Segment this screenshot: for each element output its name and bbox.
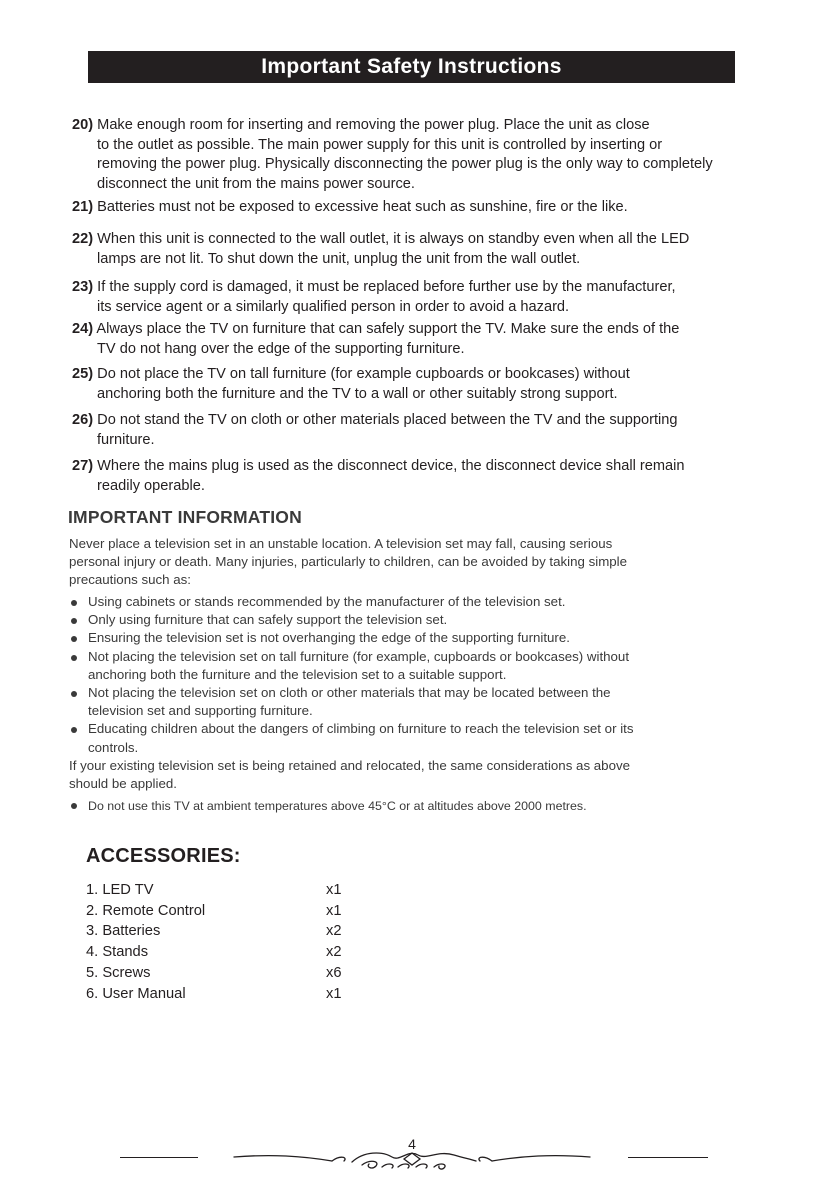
accessory-quantity: x2: [326, 944, 342, 961]
bullet-icon: [71, 636, 77, 642]
instruction-27: [72, 457, 762, 496]
bullet-icon: [71, 727, 77, 733]
list-item-text: Not placing the television set on cloth or other materials that may be located between the: [88, 685, 611, 701]
instruction-25: [72, 365, 762, 404]
list-item-text: Only using furniture that can safely support the television set.: [88, 612, 448, 628]
accessory-quantity: x6: [326, 964, 342, 981]
accessory-quantity: x1: [326, 985, 342, 1002]
bullet-icon: [71, 803, 77, 809]
table-row: [86, 880, 342, 901]
accessory-quantity: x1: [326, 902, 342, 919]
important-info-heading: IMPORTANT INFORMATION: [68, 507, 302, 527]
accessories-table: [86, 880, 342, 1004]
table-row: [86, 901, 342, 922]
bullet-icon: [71, 618, 77, 624]
instruction-number: 23): [72, 279, 94, 295]
bullet-icon: [71, 600, 77, 606]
instruction-number: 22): [72, 231, 94, 247]
accessory-name: 2. Remote Control: [86, 902, 206, 919]
instruction-text: Make enough room for inserting and removing the power plug. Place the unit as close: [97, 117, 650, 133]
instruction-text: Do not stand the TV on cloth or other materials placed between the TV and the supporting: [97, 412, 678, 428]
instruction-number: 26): [72, 412, 94, 428]
instruction-text: furniture.: [97, 431, 155, 448]
accessory-name: 5. Screws: [86, 964, 151, 981]
accessories-heading: ACCESSORIES:: [86, 845, 241, 867]
instruction-24: [72, 320, 762, 359]
instruction-text: Do not place the TV on tall furniture (for example cupboards or bookcases) without: [97, 366, 630, 382]
list-item-text: controls.: [88, 739, 139, 755]
accessory-name: 1. LED TV: [86, 882, 154, 898]
instruction-23: [72, 278, 762, 317]
table-row: [86, 963, 342, 984]
paragraph-line: If your existing television set is being retained and relocated, the same considerations as above: [69, 758, 631, 773]
temperature-note: [69, 797, 587, 815]
important-info-intro: [69, 535, 729, 590]
precautions-list: [69, 593, 729, 757]
paragraph-line: precautions such as:: [69, 572, 191, 588]
list-item: [69, 593, 729, 611]
table-row: [86, 984, 342, 1005]
list-item-text: television set and supporting furniture.: [88, 703, 313, 719]
bullet-icon: [71, 691, 77, 697]
instruction-text: removing the power plug. Physically disconnecting the power plug is the only way to completely: [97, 156, 713, 172]
instruction-text: Always place the TV on furniture that can safely support the TV. Make sure the ends of the: [96, 321, 680, 337]
page-number: 4: [408, 1136, 416, 1152]
paragraph-line: Never place a television set in an unstable location. A television set may fall, causing serious: [69, 536, 613, 551]
accessory-name: 3. Batteries: [86, 923, 161, 940]
instruction-20: [72, 116, 762, 194]
accessory-quantity: x2: [326, 923, 342, 940]
bullet-icon: [71, 655, 77, 661]
note-text: Do not use this TV at ambient temperatures above 45°C or at altitudes above 2000 metres.: [88, 799, 587, 813]
list-item: [69, 720, 729, 756]
footer-divider-right: [628, 1157, 708, 1158]
instruction-number: 24): [72, 321, 94, 337]
instruction-text: Where the mains plug is used as the disconnect device, the disconnect device shall remain: [97, 458, 685, 474]
instruction-number: 27): [72, 458, 94, 474]
instruction-text: readily operable.: [97, 477, 205, 494]
list-item: [69, 611, 729, 629]
instruction-text: When this unit is connected to the wall outlet, it is always on standby even when all the LED: [97, 231, 690, 247]
list-item-text: Not placing the television set on tall furniture (for example, cupboards or bookcases) without: [88, 648, 630, 664]
instruction-21: [72, 198, 762, 218]
instruction-text: to the outlet as possible. The main power supply for this unit is controlled by inserting or: [97, 136, 663, 153]
list-item: [69, 684, 729, 720]
instruction-number: 25): [72, 366, 94, 382]
list-item-text: Using cabinets or stands recommended by the manufacturer of the television set.: [88, 594, 566, 609]
accessory-quantity: x1: [326, 882, 342, 898]
instruction-number: 21): [72, 199, 94, 215]
instruction-text: If the supply cord is damaged, it must be replaced before further use by the manufacturer,: [97, 279, 676, 295]
footer-divider-left: [120, 1157, 198, 1158]
paragraph-line: should be applied.: [69, 776, 177, 792]
instruction-number: 20): [72, 117, 94, 133]
instruction-26: [72, 411, 762, 450]
accessory-name: 6. User Manual: [86, 985, 186, 1002]
flourish-ornament-icon: [232, 1143, 592, 1173]
instruction-22: [72, 230, 762, 269]
important-info-closing: [69, 757, 729, 793]
list-item-text: Ensuring the television set is not overhanging the edge of the supporting furniture.: [88, 630, 570, 646]
instruction-text: its service agent or a similarly qualified person in order to avoid a hazard.: [97, 298, 570, 315]
instruction-text: TV do not hang over the edge of the supporting furniture.: [97, 340, 465, 357]
page-title: Important Safety Instructions: [88, 51, 735, 83]
instruction-text: Batteries must not be exposed to excessive heat such as sunshine, fire or the like.: [97, 199, 628, 215]
instruction-text: anchoring both the furniture and the TV to a wall or other suitably strong support.: [97, 385, 618, 402]
list-item: [69, 629, 729, 647]
instruction-text: lamps are not lit. To shut down the unit, unplug the unit from the wall outlet.: [97, 250, 581, 267]
list-item: [69, 648, 729, 684]
accessory-name: 4. Stands: [86, 944, 149, 961]
table-row: [86, 942, 342, 963]
table-row: [86, 921, 342, 942]
list-item-text: Educating children about the dangers of climbing on furniture to reach the television set or its: [88, 721, 634, 737]
list-item-text: anchoring both the furniture and the television set to a suitable support.: [88, 666, 507, 682]
instruction-text: disconnect the unit from the mains power source.: [97, 175, 415, 192]
paragraph-line: personal injury or death. Many injuries, particularly to children, can be avoided by taking simple: [69, 554, 628, 570]
